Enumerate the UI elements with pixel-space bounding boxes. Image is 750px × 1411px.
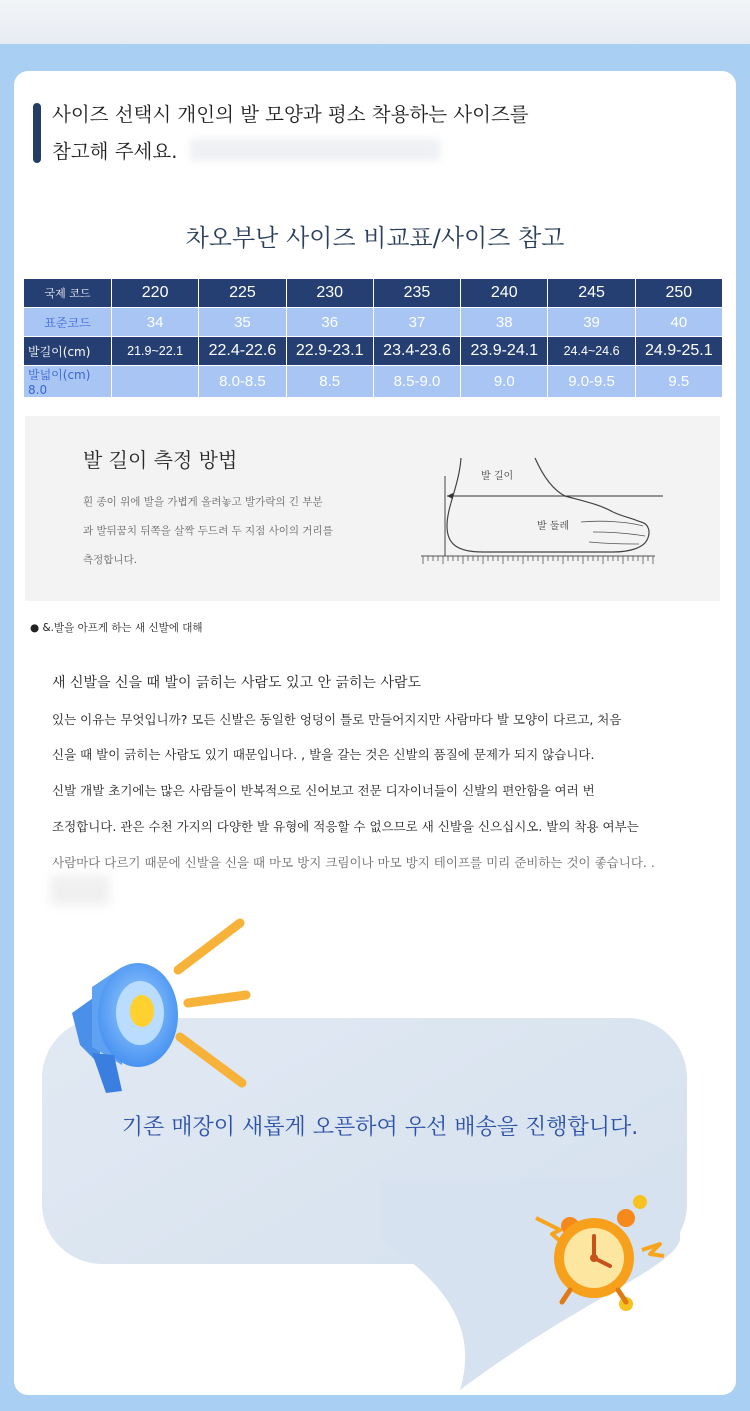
alarm-clock-icon (530, 1190, 670, 1315)
section-heading: ● &.발을 아프게 하는 새 신발에 대해 (30, 622, 203, 634)
notice-line-2: 참고해 주세요. (52, 140, 178, 163)
row-label-width: 발넓이(cm) 8.0 (24, 366, 112, 398)
cell-length: 23.9-24.1 (461, 337, 548, 366)
cell-width (112, 366, 199, 398)
cell-standard: 35 (199, 308, 286, 337)
cell-standard: 38 (461, 308, 548, 337)
notice-accent-bar (33, 103, 41, 163)
table-row-width (24, 366, 723, 398)
cell-length: 22.4-22.6 (199, 337, 286, 366)
cell-intl: 240 (461, 279, 548, 308)
size-table (23, 278, 723, 398)
cell-length: 24.9-25.1 (635, 337, 722, 366)
cell-width: 9.5 (635, 366, 722, 398)
cell-standard: 34 (112, 308, 199, 337)
row-label-standard: 표준코드 (24, 308, 112, 337)
measure-text-2: 과 발뒤꿈치 뒤쪽을 살짝 두드려 두 지점 사이의 거리를 (83, 525, 333, 537)
cell-standard: 40 (635, 308, 722, 337)
table-title: 차오부난 사이즈 비교표/사이즈 참고 (185, 224, 565, 252)
row-label-length: 발길이(cm) (24, 337, 112, 366)
cell-length: 23.4-23.6 (373, 337, 460, 366)
table-row-intl (24, 279, 723, 308)
cell-intl: 245 (548, 279, 635, 308)
cell-standard: 39 (548, 308, 635, 337)
cell-width: 8.5-9.0 (373, 366, 460, 398)
cell-intl: 230 (286, 279, 373, 308)
row-label-intl: 국제 코드 (24, 279, 112, 308)
banner-text: 기존 매장이 새롭게 오픈하여 우선 배송을 진행합니다. (121, 1115, 639, 1140)
diagram-girth-label: 발 둘레 (537, 521, 570, 532)
table-row-standard (24, 308, 723, 337)
cell-length: 22.9-23.1 (286, 337, 373, 366)
table-row-length (24, 337, 723, 366)
cell-standard: 36 (286, 308, 373, 337)
foot-measure-diagram (403, 456, 663, 586)
paragraph-line: 있는 이유는 무엇입니까? 모든 신발은 동일한 엉덩이 틀로 만들어지지만 사람마다 발 모양이 다르고, 처음 (52, 712, 622, 727)
paragraph-line: 신을 때 발이 긁히는 사람도 있기 때문입니다. , 발을 갈는 것은 신발의 품질에 문제가 되지 않습니다. (52, 747, 595, 762)
measure-panel (25, 416, 720, 601)
cell-standard: 37 (373, 308, 460, 337)
measure-text-3: 측정합니다. (83, 554, 138, 566)
ruler-ticks (423, 556, 653, 564)
megaphone-icon (60, 915, 270, 1105)
paragraph-line: 조정합니다. 관은 수천 가지의 다양한 발 유형에 적응할 수 없으므로 새 신발을 신으십시오. 발의 착용 여부는 (52, 819, 639, 834)
measure-title: 발 길이 측정 방법 (83, 448, 238, 472)
paragraph-line: 새 신발을 신을 때 발이 긁히는 사람도 있고 안 긁히는 사람도 (52, 675, 422, 691)
blurred-text (190, 139, 440, 161)
paragraph-line: 신발 개발 초기에는 많은 사람들이 반복적으로 신어보고 전문 디자이너들이 신발의 편안함을 여러 번 (52, 783, 595, 798)
diagram-length-label: 발 길이 (481, 471, 514, 482)
cell-intl: 235 (373, 279, 460, 308)
cell-intl: 220 (112, 279, 199, 308)
cell-width: 9.0 (461, 366, 548, 398)
blurred-text (50, 875, 110, 905)
cell-width: 8.0-8.5 (199, 366, 286, 398)
notice-line-1: 사이즈 선택시 개인의 발 모양과 평소 착용하는 사이즈를 (52, 103, 529, 126)
cell-length: 24.4~24.6 (548, 337, 635, 366)
cell-intl: 250 (635, 279, 722, 308)
top-strip (0, 0, 750, 44)
paragraph-line: 사람마다 다르기 때문에 신발을 신을 때 마모 방지 크림이나 마모 방지 테이프를 미리 준비하는 것이 좋습니다. . (52, 855, 655, 870)
cell-length: 21.9~22.1 (112, 337, 199, 366)
cell-width: 8.5 (286, 366, 373, 398)
cell-intl: 225 (199, 279, 286, 308)
measure-text-1: 흰 종이 위에 발을 가볍게 올려놓고 발가락의 긴 부분 (83, 496, 323, 508)
cell-width: 9.0-9.5 (548, 366, 635, 398)
